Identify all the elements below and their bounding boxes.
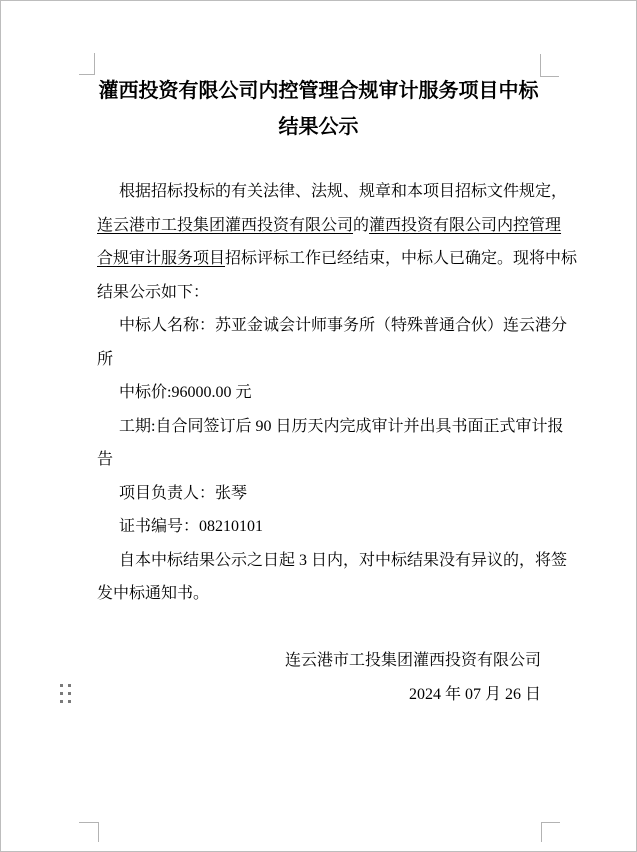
intro-line-3 <box>97 242 578 276</box>
anchor-dot <box>68 700 71 703</box>
margin-crop-mark-bottom-right <box>541 822 560 842</box>
underlined-tenderer-name: 连云港市工投集团灌西投资有限公司 <box>97 216 354 234</box>
object-anchor-dots-icon[interactable] <box>60 684 71 703</box>
intro-line-1: 根据招标投标的有关法律、法规、规章和本项目招标文件规定， <box>119 183 568 200</box>
anchor-dot <box>68 684 71 687</box>
intro-line-2 <box>97 209 562 243</box>
underlined-project-name-part1: 灌西投资有限公司内控管理 <box>369 216 562 234</box>
intro-line-4: 结果公示如下： <box>97 283 210 301</box>
signature-company-line: 连云港市工投集团灌西投资有限公司 <box>284 652 541 669</box>
intro-line-3-rest: 招标评标工作已经结束，中标人已确定。现将中标 <box>225 250 578 267</box>
anchor-dot <box>60 684 63 687</box>
objection-period-line-1: 自本中标结果公示之日起 3 日内，对中标结果没有异议的，将签 <box>119 551 568 569</box>
winning-bidder-line-1: 中标人名称：苏亚金诚会计师事务所（特殊普通合伙）连云港分 <box>119 317 568 334</box>
margin-crop-mark-top-left <box>79 53 95 75</box>
duration-line-1: 工期:自合同签订后 90 日历天内完成审计并出具书面正式审计报 <box>119 417 564 435</box>
document-body <box>97 175 578 711</box>
underlined-project-name-part2: 合规审计服务项目 <box>97 250 226 267</box>
objection-period-line-2: 发中标通知书。 <box>97 585 210 602</box>
intro-line-2-connector: 的 <box>353 216 370 234</box>
signature-date-line: 2024 年 07 月 26 日 <box>408 685 541 703</box>
certificate-number-line: 证书编号：08210101 <box>119 518 264 535</box>
title-line-1: 灌西投资有限公司内控管理合规审计服务项目中标 <box>98 80 539 102</box>
duration-line-2: 告 <box>97 451 114 468</box>
project-manager-line: 项目负责人：张琴 <box>119 484 248 502</box>
blank-line <box>97 611 541 645</box>
page-title <box>1 73 636 145</box>
margin-crop-mark-bottom-left <box>79 822 99 842</box>
winning-bidder-line-2: 所 <box>97 350 114 368</box>
anchor-dot <box>68 692 71 695</box>
anchor-dot <box>60 700 63 703</box>
bid-price-line: 中标价:96000.00 元 <box>119 384 252 401</box>
title-line-2: 结果公示 <box>278 116 359 138</box>
anchor-dot <box>60 692 63 695</box>
